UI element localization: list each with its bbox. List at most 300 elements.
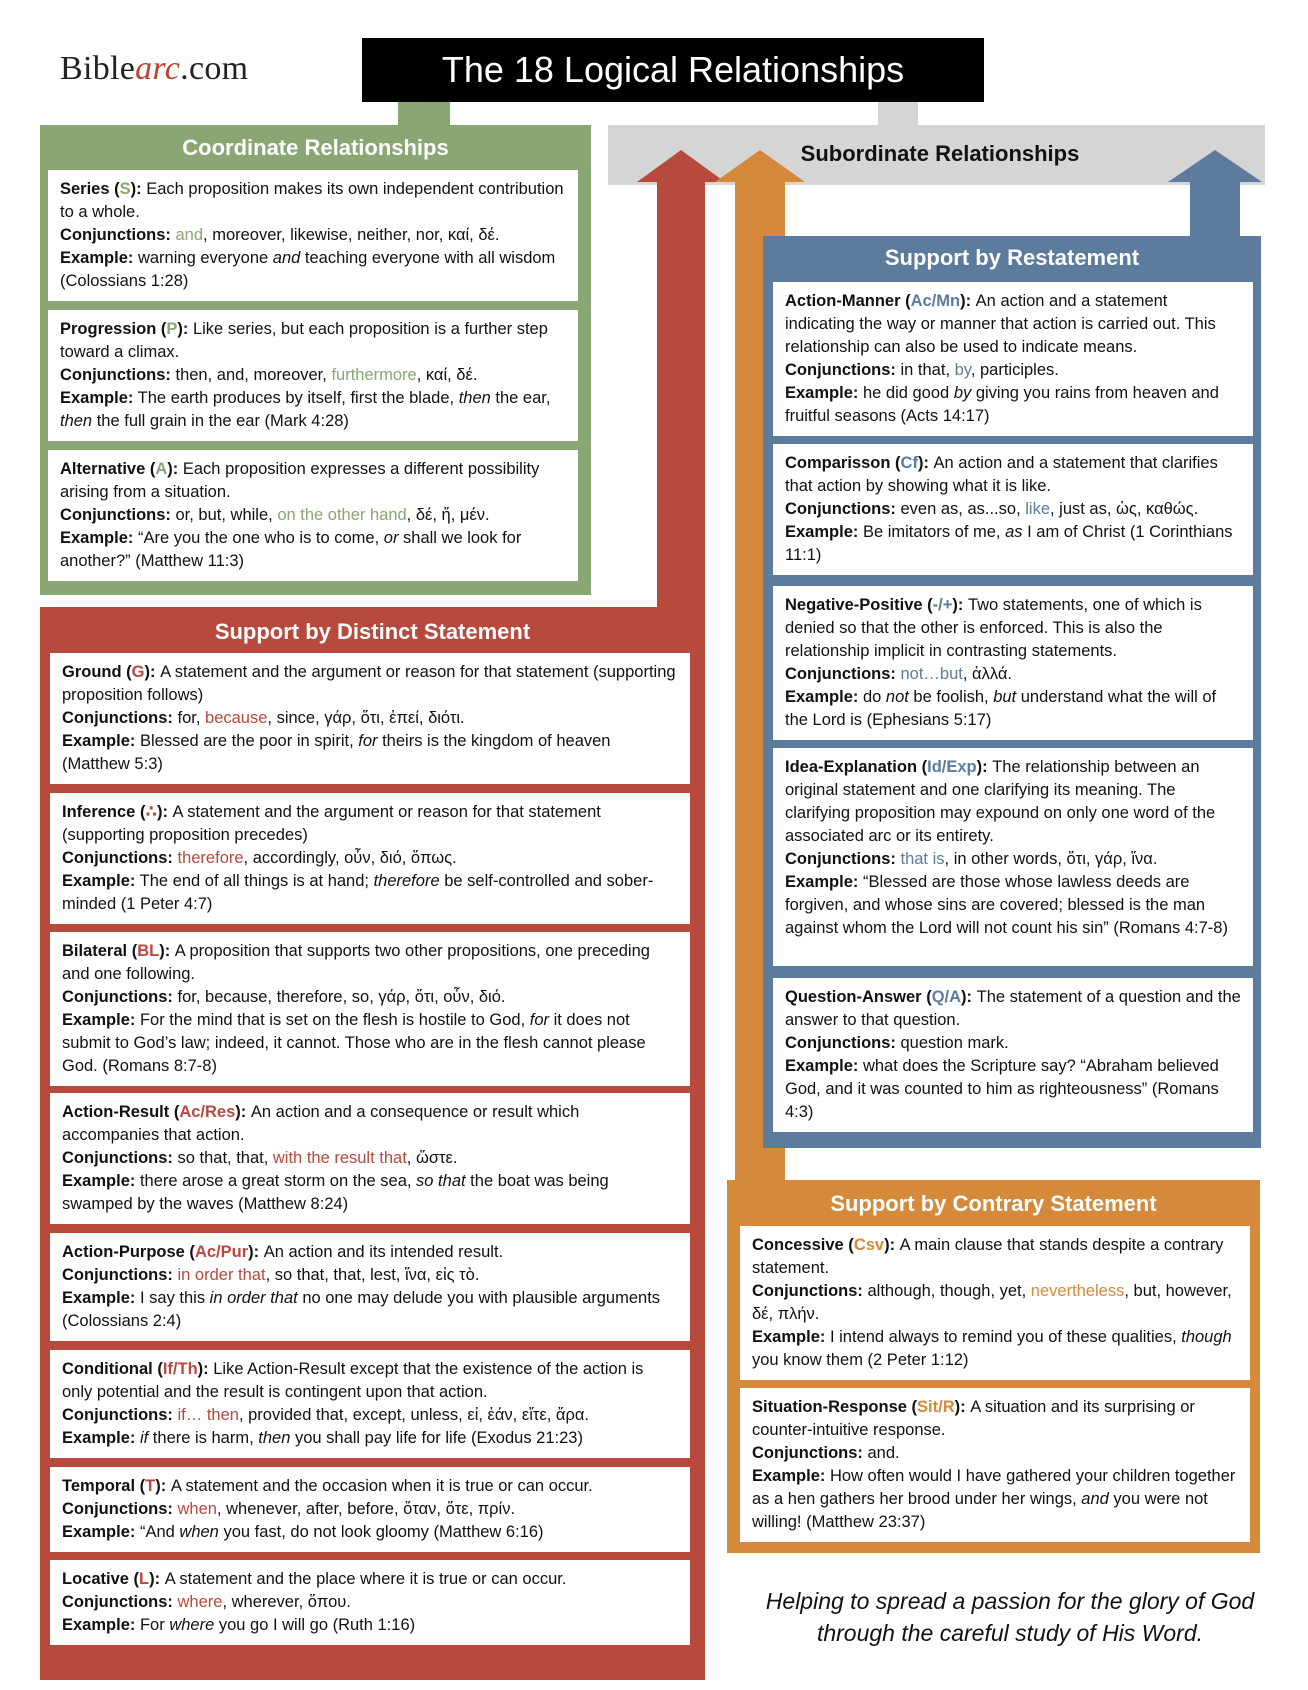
text-span: , δέ, ἤ, μέν.: [406, 506, 490, 524]
text-span: and.: [867, 1444, 900, 1462]
entry-description: A statement and the argument or reason for that statement (supporting proposition precedes): [62, 803, 601, 844]
entry-example: [62, 1287, 678, 1333]
paren-open: (: [900, 292, 911, 310]
paren-open: (: [135, 1477, 146, 1495]
highlighted-conjunction: in order that: [177, 1266, 266, 1284]
paren-close: ):: [144, 663, 161, 681]
paren-close: ):: [155, 1477, 171, 1495]
example-label: Example:: [785, 873, 859, 891]
entry-abbreviation: Sit/R: [917, 1398, 955, 1416]
entry-description: Like series, but each proposition is a further step toward a climax.: [60, 320, 548, 361]
entry-example: [62, 1170, 678, 1216]
entry-abbreviation: If/Th: [162, 1360, 198, 1378]
entry-description: A statement and the place where it is true or can occur.: [164, 1570, 567, 1588]
conjunctions-label: Conjunctions:: [785, 361, 896, 379]
entry-action-result: [50, 1093, 690, 1224]
text-span: For the mind that is set on the flesh is hostile to God,: [139, 1011, 530, 1029]
highlighted-conjunction: with the result that: [272, 1149, 407, 1167]
example-label: Example:: [62, 1523, 136, 1541]
entry-definition: [785, 756, 1241, 848]
example-label: Example:: [62, 1429, 136, 1447]
example-label: Example:: [60, 249, 134, 267]
highlighted-conjunction: furthermore: [331, 366, 417, 384]
text-span: “Blessed are those whose lawless deeds are forgiven, and whose sins are covered; blessed is the man against whom the Lord will not count his sin” (Romans 4:7-8): [785, 873, 1228, 937]
text-span: warning everyone: [137, 249, 273, 267]
conjunctions-label: Conjunctions:: [785, 850, 896, 868]
entry-description: An action and a statement indicating the way or manner that action is carried out. This relationship can also be used to indicate means.: [785, 292, 1216, 356]
entry-name: Progression: [60, 320, 157, 338]
entry-abbreviation: Ac/Pur: [194, 1243, 249, 1261]
entry-name: Alternative: [60, 460, 146, 478]
paren-open: (: [917, 758, 928, 776]
entry-definition: [62, 1475, 678, 1498]
paren-close: ):: [961, 988, 977, 1006]
text-span: , provided that, except, unless, εἰ, ἐάν, εἴτε, ἄρα.: [238, 1406, 589, 1424]
example-label: Example:: [785, 384, 859, 402]
entry-name: Negative-Positive: [785, 596, 923, 614]
entry-abbreviation: Ac/Mn: [910, 292, 961, 310]
entry-conjunctions: [62, 986, 678, 1009]
entry-conjunctions: [62, 1591, 678, 1614]
text-span: How often would I have gathered your children together as a hen gathers her brood under her wings,: [752, 1467, 1236, 1508]
entry-conjunctions: [785, 498, 1241, 521]
text-span: so that: [416, 1172, 466, 1190]
paren-close: ):: [248, 1243, 264, 1261]
entry-abbreviation: L: [139, 1570, 150, 1588]
highlighted-conjunction: on the other hand: [277, 506, 407, 524]
entry-name: Bilateral: [62, 942, 128, 960]
entry-conjunctions: [60, 504, 566, 527]
text-span: then, and, moreover,: [175, 366, 332, 384]
entry-conjunctions: [62, 707, 678, 730]
paren-open: (: [109, 180, 120, 198]
entry-abbreviation: Q/A: [931, 988, 962, 1006]
text-span: do: [862, 688, 886, 706]
page-title: The 18 Logical Relationships: [362, 38, 984, 102]
entry-description: A statement and the occasion when it is true or can occur.: [170, 1477, 593, 1495]
entry-abbreviation: A: [155, 460, 168, 478]
text-span: in order that: [209, 1289, 298, 1307]
text-span: be self-controlled and sober-minded (1 Peter 4:7): [62, 872, 654, 913]
text-span: “And: [139, 1523, 180, 1541]
text-span: , just as, ὡς, καθώς.: [1050, 500, 1199, 518]
text-span: , ὥστε.: [406, 1149, 458, 1167]
entry-abbreviation: P: [166, 320, 178, 338]
text-span: although, though, yet,: [867, 1282, 1031, 1300]
example-label: Example:: [752, 1328, 826, 1346]
restatement-header: Support by Restatement: [884, 245, 1140, 270]
entry-description: A statement and the argument or reason for that statement (supporting proposition follows): [62, 663, 676, 704]
text-span: for, because, therefore, so, γάρ, ὅτι, οὖν, διό.: [177, 988, 506, 1006]
paren-open: (: [169, 1103, 180, 1121]
entry-definition: [60, 178, 566, 224]
highlighted-conjunction: when: [177, 1500, 217, 1518]
entry-action-purpose: [50, 1233, 690, 1341]
conjunctions-label: Conjunctions:: [752, 1444, 863, 1462]
text-span: you were not willing! (Matthew 23:37): [752, 1490, 1208, 1531]
example-label: Example:: [785, 688, 859, 706]
entry-definition: [785, 986, 1241, 1032]
paren-close: ):: [149, 1570, 165, 1588]
entry-example: [62, 730, 678, 776]
entry-conjunctions: [62, 847, 678, 870]
conjunctions-label: Conjunctions:: [62, 988, 173, 1006]
entry-conjunctions: [785, 663, 1241, 686]
paren-close: ):: [130, 180, 147, 198]
entry-definition: [62, 1101, 678, 1147]
paren-close: ):: [976, 758, 993, 776]
entry-name: Action-Result: [62, 1103, 170, 1121]
entry-definition: [62, 801, 678, 847]
text-span: teaching everyone with all wisdom (Colossians 1:28): [60, 249, 556, 290]
conjunctions-label: Conjunctions:: [62, 709, 173, 727]
entry-name: Temporal: [62, 1477, 136, 1495]
conjunctions-label: Conjunctions:: [62, 1266, 173, 1284]
conjunctions-label: Conjunctions:: [60, 226, 171, 244]
text-span: when: [179, 1523, 219, 1541]
conjunctions-label: Conjunctions:: [60, 366, 171, 384]
text-span: “Are you the one who is to come,: [137, 529, 384, 547]
entry-conjunctions: [785, 1032, 1241, 1055]
entry-example: [62, 1521, 678, 1544]
highlighted-conjunction: nevertheless: [1030, 1282, 1125, 1300]
entry-conjunctions: [752, 1280, 1238, 1326]
text-span: so that, that,: [177, 1149, 273, 1167]
entry-abbreviation: S: [119, 180, 131, 198]
entry-name: Series: [60, 180, 110, 198]
paren-close: ):: [197, 1360, 214, 1378]
highlighted-conjunction: not…but: [900, 665, 963, 683]
entry-example: [60, 247, 566, 293]
text-span: then: [258, 1429, 291, 1447]
example-label: Example:: [62, 1011, 136, 1029]
entry-definition: [785, 290, 1241, 359]
entry-definition: [785, 594, 1241, 663]
entry-concessive: [740, 1226, 1250, 1380]
paren-open: (: [890, 454, 901, 472]
entry-conjunctions: [62, 1404, 678, 1427]
entry-abbreviation: Id/Exp: [927, 758, 977, 776]
distinct-arrow: [637, 150, 725, 620]
paren-open: (: [184, 1243, 195, 1261]
entry-action-manner: [773, 282, 1253, 436]
entry-definition: [62, 940, 678, 986]
text-span: not: [885, 688, 909, 706]
entry-abbreviation: Csv: [853, 1236, 885, 1254]
text-span: , wherever, ὅπου.: [222, 1593, 351, 1611]
paren-open: (: [128, 1570, 140, 1588]
logo[interactable]: Biblearc.com: [60, 50, 249, 87]
entry-abbreviation: Cf: [900, 454, 918, 472]
subordinate-header: Subordinate Relationships: [800, 141, 1080, 166]
text-span: for: [529, 1011, 550, 1029]
entry-name: Ground: [62, 663, 122, 681]
text-span: The end of all things is at hand;: [139, 872, 374, 890]
highlighted-conjunction: because: [205, 709, 268, 727]
text-span: if: [139, 1429, 149, 1447]
highlighted-conjunction: therefore: [177, 849, 244, 867]
coordinate-header: Coordinate Relationships: [182, 135, 449, 160]
text-span: , participles.: [970, 361, 1059, 379]
entry-definition: [62, 1358, 678, 1404]
text-span: even as, as...so,: [900, 500, 1026, 518]
entry-description: An action and its intended result.: [263, 1243, 504, 1261]
entry-example: [62, 1009, 678, 1078]
text-span: the boat was being swamped by the waves (Matthew 8:24): [62, 1172, 609, 1213]
entry-example: [785, 686, 1241, 732]
text-span: Blessed are the poor in spirit,: [139, 732, 359, 750]
entry-example: [785, 521, 1241, 567]
entry-conjunctions: [785, 848, 1241, 871]
entry-example: [62, 1427, 678, 1450]
text-span: , so that, that, lest, ἵνα, εἰς τὸ.: [265, 1266, 480, 1284]
entry-description: Each proposition makes its own independent contribution to a whole.: [60, 180, 564, 221]
entry-name: Conditional: [62, 1360, 153, 1378]
text-span: giving you rains from heaven and fruitful seasons (Acts 14:17): [785, 384, 1219, 425]
example-label: Example:: [752, 1467, 826, 1485]
text-span: for: [358, 732, 378, 750]
entry-definition: [62, 1241, 678, 1264]
entry-bilateral: [50, 932, 690, 1086]
example-label: Example:: [62, 732, 136, 750]
text-span: question mark.: [900, 1034, 1009, 1052]
entry-name: Idea-Explanation: [785, 758, 918, 776]
text-span: you shall pay life for life (Exodus 21:23): [290, 1429, 583, 1447]
paren-open: (: [127, 942, 138, 960]
conjunctions-label: Conjunctions:: [785, 500, 896, 518]
conjunctions-label: Conjunctions:: [62, 1149, 173, 1167]
entry-example: [60, 387, 566, 433]
paren-close: ):: [884, 1236, 900, 1254]
entry-conjunctions: [62, 1264, 678, 1287]
text-span: understand what the will of the Lord is (Ephesians 5:17): [785, 688, 1217, 729]
text-span: the full grain in the ear (Mark 4:28): [92, 412, 349, 430]
paren-close: ):: [177, 320, 193, 338]
highlighted-conjunction: if… then: [177, 1406, 239, 1424]
text-span: though: [1181, 1328, 1232, 1346]
text-span: the ear,: [490, 389, 551, 407]
entry-definition: [752, 1234, 1238, 1280]
conjunctions-label: Conjunctions:: [62, 1593, 173, 1611]
paren-close: ):: [159, 942, 175, 960]
entry-conditional: [50, 1350, 690, 1458]
text-span: it does not submit to God’s law; indeed, it cannot. Those who are in the flesh cannot please God. (Romans 8:7-8): [62, 1011, 646, 1075]
text-span: there is harm,: [148, 1429, 259, 1447]
entry-abbreviation: ∴: [145, 803, 157, 821]
text-span: he did good: [862, 384, 954, 402]
entry-example: [60, 527, 566, 573]
text-span: Be imitators of me,: [862, 523, 1006, 541]
text-span: as: [1005, 523, 1023, 541]
text-span: or, but, while,: [175, 506, 278, 524]
text-span: you go I will go (Ruth 1:16): [214, 1616, 416, 1634]
entry-negative-positive: [773, 586, 1253, 740]
paren-close: ):: [167, 460, 183, 478]
conjunctions-label: Conjunctions:: [752, 1282, 863, 1300]
entry-conjunctions: [752, 1442, 1238, 1465]
paren-close: ):: [235, 1103, 251, 1121]
entry-definition: [752, 1396, 1238, 1442]
entry-ground: [50, 653, 690, 784]
highlighted-conjunction: that is: [900, 850, 945, 868]
entry-conjunctions: [62, 1147, 678, 1170]
entry-inference: [50, 793, 690, 924]
entry-situation-response: [740, 1388, 1250, 1542]
highlighted-conjunction: by: [954, 361, 971, 379]
example-label: Example:: [62, 1616, 136, 1634]
text-span: , ἀλλά.: [962, 665, 1012, 683]
entry-description: Like Action-Result except that the existence of the action is only potential and the result is contingent upon that action.: [62, 1360, 644, 1401]
conjunctions-label: Conjunctions:: [62, 849, 173, 867]
example-label: Example:: [62, 872, 136, 890]
tagline: [700, 1585, 1308, 1649]
example-label: Example:: [785, 1057, 859, 1075]
entry-example: [785, 1055, 1241, 1124]
entry-definition: [62, 1568, 678, 1591]
entry-definition: [785, 452, 1241, 498]
text-span: shall we look for another?” (Matthew 11:3): [60, 529, 522, 570]
example-label: Example:: [60, 529, 134, 547]
entry-conjunctions: [60, 364, 566, 387]
tagline-line-1: Helping to spread a passion for the glory of God: [765, 1588, 1255, 1614]
entry-abbreviation: -/+: [932, 596, 953, 614]
text-span: , whenever, after, before, ὅταν, ὅτε, πρίν.: [216, 1500, 516, 1518]
entry-name: Question-Answer: [785, 988, 922, 1006]
text-span: then: [458, 389, 491, 407]
example-label: Example:: [62, 1289, 136, 1307]
entry-example: [752, 1465, 1238, 1534]
text-span: where: [169, 1616, 215, 1634]
entry-description: The relationship between an original statement and one clarifying its meaning. The clarifying proposition may expound on only one word of the associated arc or its entirety.: [785, 758, 1216, 845]
paren-open: (: [145, 460, 156, 478]
text-span: , moreover, likewise, neither, nor, καί, δέ.: [203, 226, 500, 244]
entry-conjunctions: [62, 1498, 678, 1521]
paren-close: ):: [917, 454, 934, 472]
text-span: , in other words, ὅτι, γάρ, ἵνα.: [944, 850, 1158, 868]
text-span: for,: [177, 709, 206, 727]
entry-name: Situation-Response: [752, 1398, 907, 1416]
paren-open: (: [121, 663, 132, 681]
text-span: , καί, δέ.: [416, 366, 478, 384]
entry-temporal: [50, 1467, 690, 1552]
example-label: Example:: [785, 523, 859, 541]
entry-name: Locative: [62, 1570, 129, 1588]
text-span: I say this: [139, 1289, 210, 1307]
entry-series: [48, 170, 578, 301]
text-span: what does the Scripture say? “Abraham believed God, and it was counted to him as righteousness” (Romans 4:3): [785, 1057, 1219, 1121]
paren-close: ):: [954, 1398, 971, 1416]
text-span: you know them (2 Peter 1:12): [752, 1351, 969, 1369]
text-span: and: [272, 249, 301, 267]
text-span: or: [383, 529, 399, 547]
entry-description: An action and a statement that clarifies that action by showing what it is like.: [785, 454, 1218, 495]
text-span: you fast, do not look gloomy (Matthew 6:16): [218, 1523, 544, 1541]
text-span: then: [60, 412, 93, 430]
paren-open: (: [906, 1398, 918, 1416]
paren-open: (: [135, 803, 146, 821]
entry-description: Each proposition expresses a different possibility arising from a situation.: [60, 460, 540, 501]
conjunctions-label: Conjunctions:: [62, 1406, 173, 1424]
text-span: in that,: [900, 361, 955, 379]
text-span: there arose a great storm on the sea,: [139, 1172, 417, 1190]
highlighted-conjunction: like: [1025, 500, 1050, 518]
text-span: theirs is the kingdom of heaven (Matthew 5:3): [62, 732, 611, 773]
entry-conjunctions: [785, 359, 1241, 382]
example-label: Example:: [62, 1172, 136, 1190]
entry-description: Two statements, one of which is denied so that the other is enforced. This is also the relationship implicit in contrasting statements.: [785, 596, 1202, 660]
entry-abbreviation: Ac/Res: [179, 1103, 236, 1121]
paren-open: (: [152, 1360, 163, 1378]
entry-example: [785, 382, 1241, 428]
paren-close: ):: [960, 292, 976, 310]
text-span: I intend always to remind you of these qualities,: [829, 1328, 1182, 1346]
text-span: , but, however, δέ, πλήν.: [752, 1282, 1232, 1323]
entry-question-answer: [773, 978, 1253, 1132]
entry-locative: [50, 1560, 690, 1645]
paren-open: (: [921, 988, 932, 1006]
paren-open: (: [156, 320, 167, 338]
entry-name: Comparisson: [785, 454, 891, 472]
highlighted-conjunction: where: [177, 1593, 223, 1611]
text-span: , accordingly, οὖν, διό, ὅπως.: [243, 849, 457, 867]
text-span: but: [993, 688, 1017, 706]
paren-close: ):: [952, 596, 968, 614]
conjunctions-label: Conjunctions:: [785, 1034, 896, 1052]
text-span: I am of Christ (1 Corinthians 11:1): [785, 523, 1233, 564]
entry-description: An action and a consequence or result which accompanies that action.: [62, 1103, 580, 1144]
distinct-header: Support by Distinct Statement: [214, 619, 531, 644]
entry-definition: [62, 661, 678, 707]
entry-abbreviation: T: [145, 1477, 156, 1495]
text-span: no one may delude you with plausible arguments (Colossians 2:4): [62, 1289, 661, 1330]
highlighted-conjunction: and: [175, 226, 204, 244]
conjunctions-label: Conjunctions:: [62, 1500, 173, 1518]
entry-alternative: [48, 450, 578, 581]
entry-conjunctions: [60, 224, 566, 247]
text-span: and: [1081, 1490, 1109, 1508]
text-span: be foolish,: [908, 688, 994, 706]
entry-example: [785, 871, 1241, 940]
paren-close: ):: [156, 803, 173, 821]
entry-name: Action-Purpose: [62, 1243, 185, 1261]
example-label: Example:: [60, 389, 134, 407]
conjunctions-label: Conjunctions:: [60, 506, 171, 524]
entry-name: Concessive: [752, 1236, 844, 1254]
paren-open: (: [843, 1236, 854, 1254]
entry-description: A main clause that stands despite a contrary statement.: [752, 1236, 1224, 1277]
entry-example: [62, 1614, 678, 1637]
entry-definition: [60, 458, 566, 504]
contrary-header: Support by Contrary Statement: [830, 1191, 1157, 1216]
entry-example: [752, 1326, 1238, 1372]
paren-open: (: [922, 596, 933, 614]
entry-progression: [48, 310, 578, 441]
text-span: , since, γάρ, ὅτι, ἐπεί, διότι.: [267, 709, 465, 727]
text-span: For: [139, 1616, 170, 1634]
text-span: by: [953, 384, 972, 402]
entry-name: Inference: [62, 803, 136, 821]
entry-example: [62, 870, 678, 916]
entry-description: The statement of a question and the answer to that question.: [785, 988, 1241, 1029]
entry-comparisson: [773, 444, 1253, 575]
tagline-line-2: through the careful study of His Word.: [816, 1620, 1204, 1646]
text-span: therefore: [373, 872, 440, 890]
text-span: The earth produces by itself, first the blade,: [137, 389, 459, 407]
entry-abbreviation: G: [131, 663, 145, 681]
entry-description: A situation and its surprising or counter-intuitive response.: [752, 1398, 1195, 1439]
conjunctions-label: Conjunctions:: [785, 665, 896, 683]
entry-description: A proposition that supports two other propositions, one preceding and one following.: [62, 942, 650, 983]
